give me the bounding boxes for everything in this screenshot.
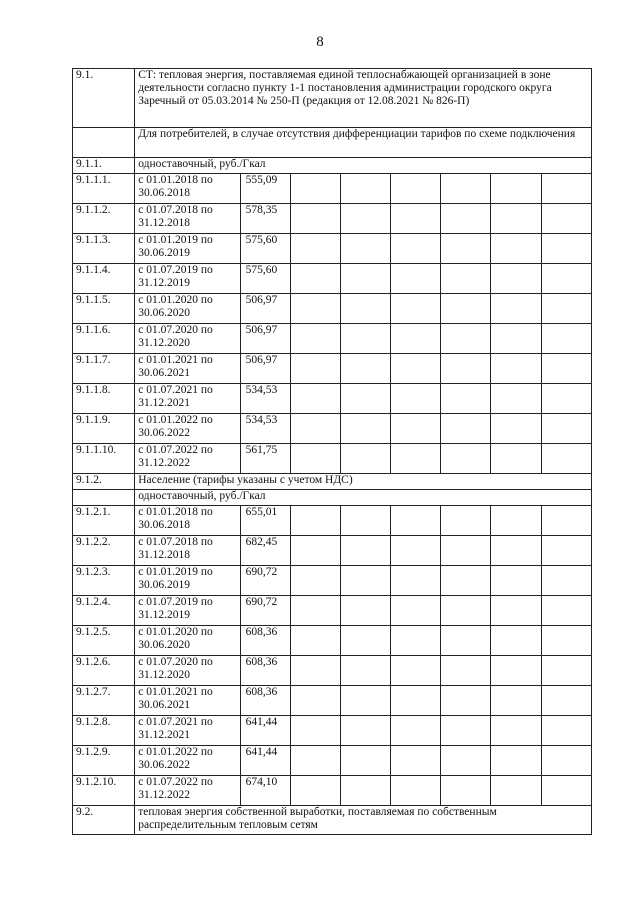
table-row (73, 444, 592, 474)
empty-cell (541, 596, 591, 626)
row-period: с 01.01.2020 по 30.06.2020 (135, 294, 240, 324)
table-row (73, 656, 592, 686)
empty-cell (541, 536, 591, 566)
empty-cell (340, 444, 390, 474)
row-value: 575,60 (240, 264, 290, 294)
empty-cell (290, 506, 340, 536)
tariff-table-body (73, 69, 592, 835)
subheader-number-cell (73, 128, 135, 158)
empty-cell (441, 264, 491, 294)
empty-cell (391, 414, 441, 444)
header-row (73, 69, 592, 128)
empty-cell (290, 354, 340, 384)
row-period: с 01.01.2022 по 30.06.2022 (135, 414, 240, 444)
row-period: с 01.01.2021 по 30.06.2021 (135, 354, 240, 384)
empty-cell (441, 746, 491, 776)
table-row (73, 566, 592, 596)
table-row (73, 536, 592, 566)
section1-label: одноставочный, руб./Гкал (135, 158, 592, 174)
empty-cell (441, 174, 491, 204)
empty-cell (441, 716, 491, 746)
row-number: 9.1.2.3. (73, 566, 135, 596)
row-number: 9.1.2.1. (73, 506, 135, 536)
empty-cell (290, 686, 340, 716)
empty-cell (491, 626, 541, 656)
row-period: с 01.07.2020 по 31.12.2020 (135, 656, 240, 686)
empty-cell (340, 626, 390, 656)
empty-cell (491, 174, 541, 204)
empty-cell (391, 174, 441, 204)
row-number: 9.1.1.6. (73, 324, 135, 354)
empty-cell (391, 234, 441, 264)
empty-cell (491, 384, 541, 414)
empty-cell (290, 716, 340, 746)
empty-cell (491, 506, 541, 536)
row-period: с 01.01.2018 по 30.06.2018 (135, 506, 240, 536)
empty-cell (541, 174, 591, 204)
empty-cell (340, 234, 390, 264)
empty-cell (491, 686, 541, 716)
empty-cell (290, 384, 340, 414)
row-value: 506,97 (240, 294, 290, 324)
row-number: 9.1.2.10. (73, 776, 135, 806)
empty-cell (491, 716, 541, 746)
last-row-text: тепловая энергия собственной выработки, поставляемая по собственным распределительным тепловым сетям (135, 806, 592, 835)
row-value: 506,97 (240, 324, 290, 354)
row-number: 9.1.1.8. (73, 384, 135, 414)
header-row-text: СТ: тепловая энергия, поставляемая единой теплоснабжающей организацией в зоне деятельности согласно пункту 1-1 постановления администрации городского округа Заречный от 05.03.2014 № 250-П (редакция от 12.08.2021 № 826-П) (135, 69, 592, 128)
empty-cell (290, 174, 340, 204)
empty-cell (541, 204, 591, 234)
empty-cell (391, 384, 441, 414)
empty-cell (340, 686, 390, 716)
empty-cell (391, 596, 441, 626)
row-value: 608,36 (240, 686, 290, 716)
empty-cell (290, 294, 340, 324)
empty-cell (340, 204, 390, 234)
row-value: 578,35 (240, 204, 290, 234)
row-value: 608,36 (240, 626, 290, 656)
empty-cell (391, 506, 441, 536)
empty-cell (340, 746, 390, 776)
empty-cell (441, 506, 491, 536)
empty-cell (491, 776, 541, 806)
empty-cell (340, 536, 390, 566)
empty-cell (391, 204, 441, 234)
empty-cell (541, 234, 591, 264)
empty-cell (441, 776, 491, 806)
row-value: 682,45 (240, 536, 290, 566)
row-value: 655,01 (240, 506, 290, 536)
row-number: 9.1.1.5. (73, 294, 135, 324)
empty-cell (391, 656, 441, 686)
empty-cell (491, 746, 541, 776)
section2-row (73, 474, 592, 490)
row-number: 9.1.2.5. (73, 626, 135, 656)
empty-cell (541, 656, 591, 686)
table-row (73, 384, 592, 414)
row-period: с 01.07.2021 по 31.12.2021 (135, 716, 240, 746)
empty-cell (541, 384, 591, 414)
empty-cell (340, 776, 390, 806)
empty-cell (491, 324, 541, 354)
empty-cell (340, 324, 390, 354)
empty-cell (491, 414, 541, 444)
section2-sub-row (73, 490, 592, 506)
empty-cell (290, 444, 340, 474)
empty-cell (441, 686, 491, 716)
subheader-row (73, 128, 592, 158)
row-number: 9.1.2.9. (73, 746, 135, 776)
section1-row (73, 158, 592, 174)
empty-cell (340, 506, 390, 536)
empty-cell (491, 536, 541, 566)
row-period: с 01.07.2021 по 31.12.2021 (135, 384, 240, 414)
row-number: 9.1.2.6. (73, 656, 135, 686)
empty-cell (290, 656, 340, 686)
empty-cell (290, 596, 340, 626)
row-value: 555,09 (240, 174, 290, 204)
empty-cell (340, 414, 390, 444)
section2-label: Население (тарифы указаны с учетом НДС) (135, 474, 592, 490)
table-row (73, 626, 592, 656)
empty-cell (541, 354, 591, 384)
empty-cell (541, 686, 591, 716)
table-row (73, 506, 592, 536)
section2-number: 9.1.2. (73, 474, 135, 490)
table-row (73, 776, 592, 806)
empty-cell (391, 536, 441, 566)
empty-cell (441, 384, 491, 414)
empty-cell (441, 324, 491, 354)
empty-cell (391, 566, 441, 596)
empty-cell (541, 716, 591, 746)
empty-cell (391, 444, 441, 474)
row-value: 690,72 (240, 596, 290, 626)
row-value: 506,97 (240, 354, 290, 384)
empty-cell (491, 234, 541, 264)
row-period: с 01.07.2018 по 31.12.2018 (135, 204, 240, 234)
row-period: с 01.01.2021 по 30.06.2021 (135, 686, 240, 716)
row-number: 9.1.2.4. (73, 596, 135, 626)
empty-cell (290, 776, 340, 806)
empty-cell (441, 204, 491, 234)
empty-cell (391, 626, 441, 656)
row-value: 641,44 (240, 716, 290, 746)
header-row-number: 9.1. (73, 69, 135, 128)
empty-cell (290, 264, 340, 294)
row-value: 561,75 (240, 444, 290, 474)
table-row (73, 686, 592, 716)
subheader-text: Для потребителей, в случае отсутствия дифференциации тарифов по схеме подключения (135, 128, 592, 158)
empty-cell (391, 746, 441, 776)
empty-cell (340, 264, 390, 294)
row-period: с 01.01.2019 по 30.06.2019 (135, 566, 240, 596)
row-period: с 01.01.2019 по 30.06.2019 (135, 234, 240, 264)
table-row (73, 354, 592, 384)
row-period: с 01.01.2018 по 30.06.2018 (135, 174, 240, 204)
empty-cell (340, 566, 390, 596)
tariff-table (72, 68, 592, 835)
empty-cell (290, 536, 340, 566)
empty-cell (491, 566, 541, 596)
empty-cell (290, 626, 340, 656)
empty-cell (491, 204, 541, 234)
row-period: с 01.07.2022 по 31.12.2022 (135, 776, 240, 806)
empty-cell (391, 264, 441, 294)
section2-sub-label: одноставочный, руб./Гкал (135, 490, 592, 506)
empty-cell (541, 626, 591, 656)
row-number: 9.1.2.8. (73, 716, 135, 746)
empty-cell (491, 294, 541, 324)
row-number: 9.1.1.3. (73, 234, 135, 264)
empty-cell (441, 294, 491, 324)
empty-cell (541, 414, 591, 444)
row-period: с 01.01.2022 по 30.06.2022 (135, 746, 240, 776)
empty-cell (541, 294, 591, 324)
empty-cell (441, 414, 491, 444)
table-row (73, 324, 592, 354)
empty-cell (290, 566, 340, 596)
empty-cell (441, 536, 491, 566)
empty-cell (441, 234, 491, 264)
empty-cell (441, 354, 491, 384)
empty-cell (541, 324, 591, 354)
row-period: с 01.07.2020 по 31.12.2020 (135, 324, 240, 354)
empty-cell (491, 656, 541, 686)
empty-cell (491, 596, 541, 626)
row-number: 9.1.1.1. (73, 174, 135, 204)
empty-cell (340, 294, 390, 324)
empty-cell (441, 566, 491, 596)
empty-cell (541, 264, 591, 294)
section2-sub-number-cell (73, 490, 135, 506)
row-period: с 01.01.2020 по 30.06.2020 (135, 626, 240, 656)
empty-cell (491, 354, 541, 384)
empty-cell (340, 596, 390, 626)
row-period: с 01.07.2022 по 31.12.2022 (135, 444, 240, 474)
empty-cell (340, 716, 390, 746)
empty-cell (340, 384, 390, 414)
row-period: с 01.07.2018 по 31.12.2018 (135, 536, 240, 566)
row-value: 641,44 (240, 746, 290, 776)
table-row (73, 596, 592, 626)
empty-cell (391, 354, 441, 384)
table-row (73, 746, 592, 776)
empty-cell (290, 234, 340, 264)
empty-cell (391, 686, 441, 716)
row-period: с 01.07.2019 по 31.12.2019 (135, 596, 240, 626)
empty-cell (290, 324, 340, 354)
table-row (73, 716, 592, 746)
empty-cell (340, 354, 390, 384)
empty-cell (491, 264, 541, 294)
row-value: 674,10 (240, 776, 290, 806)
empty-cell (541, 566, 591, 596)
row-number: 9.1.1.9. (73, 414, 135, 444)
empty-cell (541, 444, 591, 474)
empty-cell (290, 746, 340, 776)
empty-cell (541, 746, 591, 776)
table-row (73, 174, 592, 204)
empty-cell (391, 294, 441, 324)
row-number: 9.1.2.2. (73, 536, 135, 566)
table-row (73, 204, 592, 234)
empty-cell (441, 596, 491, 626)
row-value: 575,60 (240, 234, 290, 264)
empty-cell (441, 626, 491, 656)
empty-cell (340, 656, 390, 686)
empty-cell (441, 656, 491, 686)
empty-cell (391, 324, 441, 354)
row-number: 9.1.2.7. (73, 686, 135, 716)
table-row (73, 264, 592, 294)
row-number: 9.1.1.2. (73, 204, 135, 234)
page-number: 8 (316, 34, 324, 50)
row-value: 608,36 (240, 656, 290, 686)
empty-cell (541, 506, 591, 536)
row-value: 534,53 (240, 384, 290, 414)
table-row (73, 414, 592, 444)
row-value: 690,72 (240, 566, 290, 596)
row-number: 9.1.1.10. (73, 444, 135, 474)
empty-cell (340, 174, 390, 204)
empty-cell (491, 444, 541, 474)
empty-cell (290, 414, 340, 444)
empty-cell (541, 776, 591, 806)
table-row (73, 234, 592, 264)
last-row-number: 9.2. (73, 806, 135, 835)
row-period: с 01.07.2019 по 31.12.2019 (135, 264, 240, 294)
table-row (73, 294, 592, 324)
row-value: 534,53 (240, 414, 290, 444)
row-number: 9.1.1.4. (73, 264, 135, 294)
empty-cell (391, 776, 441, 806)
row-number: 9.1.1.7. (73, 354, 135, 384)
empty-cell (391, 716, 441, 746)
empty-cell (290, 204, 340, 234)
empty-cell (441, 444, 491, 474)
section1-number: 9.1.1. (73, 158, 135, 174)
last-row (73, 806, 592, 835)
